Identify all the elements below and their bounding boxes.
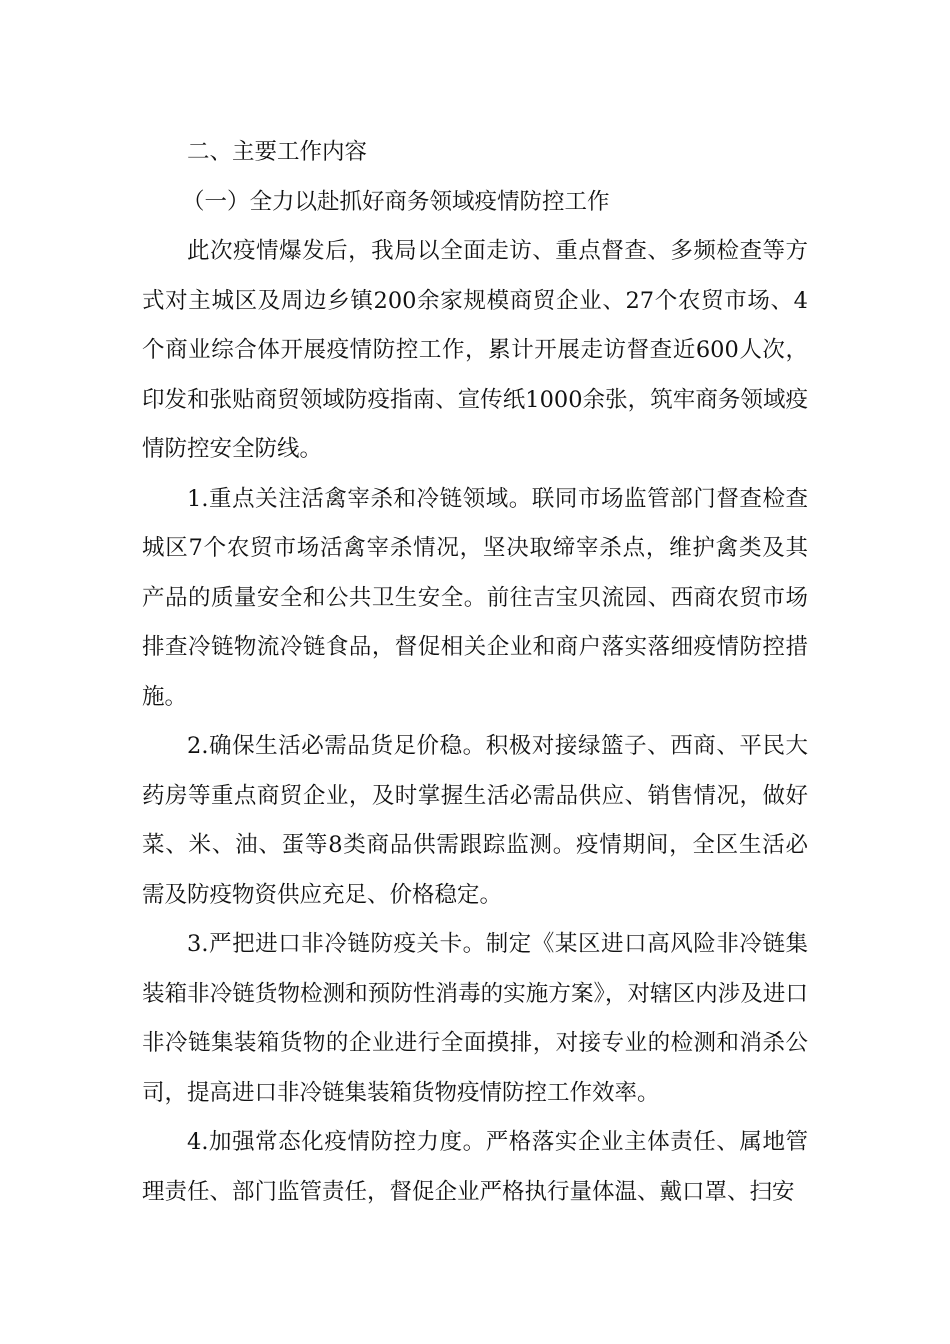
body-paragraph: 4.加强常态化疫情防控力度。严格落实企业主体责任、属地管理责任、部门监管责任，督促企业严格执行量体温、戴口罩、扫安: [142, 1129, 808, 1205]
body-paragraph: 3.严把进口非冷链防疫关卡。制定《某区进口高风险非冷链集装箱非冷链货物检测和预防性消毒的实施方案》，对辖区内涉及进口非冷链集装箱货物的企业进行全面摸排，对接专业的检测和消杀公司，提高进口非冷链集装箱货物疫情防控工作效率。: [142, 931, 808, 1106]
document-body: [142, 128, 808, 1217]
body-paragraph: 此次疫情爆发后，我局以全面走访、重点督查、多频检查等方式对主城区及周边乡镇200余家规模商贸企业、27个农贸市场、4个商业综合体开展疫情防控工作，累计开展走访督查近600人次，印发和张贴商贸领域防疫指南、宣传纸1000余张，筑牢商务领域疫情防控安全防线。: [142, 238, 808, 462]
subsection-heading: （一）全力以赴抓好商务领域疫情防控工作: [182, 188, 610, 215]
section-heading: 二、主要工作内容: [187, 139, 368, 165]
body-paragraph: 1.重点关注活禽宰杀和冷链领域。联同市场监管部门督查检查城区7个农贸市场活禽宰杀情况，坚决取缔宰杀点，维护禽类及其产品的质量安全和公共卫生安全。前往吉宝贝流园、西商农贸市场排查冷链物流冷链食品，督促相关企业和商户落实落细疫情防控措施。: [142, 485, 808, 710]
body-paragraph: 2.确保生活必需品货足价稳。积极对接绿篮子、西商、平民大药房等重点商贸企业，及时掌握生活必需品供应、销售情况，做好菜、米、油、蛋等8类商品供需跟踪监测。疫情期间，全区生活必需及防疫物资供应充足、价格稳定。: [142, 733, 808, 908]
